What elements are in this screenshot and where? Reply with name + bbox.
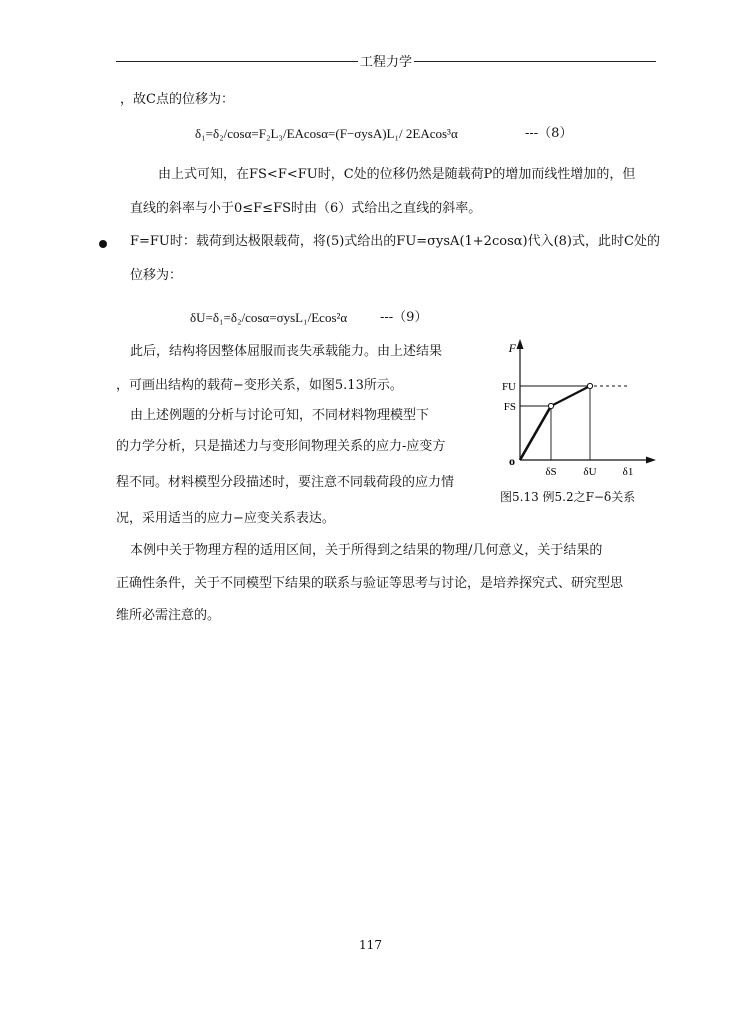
header-rule-left bbox=[116, 61, 358, 62]
fs-label: FS bbox=[503, 401, 516, 413]
paragraph-line: 本例中关于物理方程的适用区间，关于所得到之结果的物理/几何意义，关于结果的 bbox=[130, 543, 603, 558]
delta-s-label: δS bbox=[545, 466, 557, 478]
delta-axis-label: δ1 bbox=[622, 466, 634, 478]
yield-point-marker bbox=[548, 403, 553, 408]
paragraph-line: 况，采用适当的应力−应变关系表达。 bbox=[116, 511, 335, 526]
paragraph-line: 正确性条件，关于不同模型下结果的联系与验证等思考与讨论，是培养探究式、研究型思 bbox=[116, 576, 624, 591]
delta-u-label: δU bbox=[583, 466, 597, 478]
origin-label: o bbox=[509, 454, 515, 468]
x-axis-arrow-icon bbox=[646, 457, 656, 464]
y-axis-label: F bbox=[508, 341, 516, 355]
force-displacement-figure bbox=[500, 336, 670, 511]
bullet-line: 位移为： bbox=[130, 268, 183, 283]
bullet-line: F=FU时：载荷到达极限载荷，将(5)式给出的FU=σysA(1+2cosα)代入(8)式，此时C处的 bbox=[130, 234, 660, 249]
paragraph-line: 由上述例题的分析与讨论可知，不同材料物理模型下 bbox=[130, 408, 430, 423]
paragraph-line: 的力学分析，只是描述力与变形间物理关系的应力-应变方 bbox=[116, 439, 446, 454]
paragraph-line: 直线的斜率与小于0≤F≤FS时由（6）式给出之直线的斜率。 bbox=[130, 201, 482, 216]
ultimate-point-marker bbox=[587, 383, 592, 388]
figure-svg bbox=[500, 336, 670, 511]
elastic-segment bbox=[520, 406, 551, 460]
paragraph-line: 此后，结构将因整体屈服而丧失承载能力。由上述结果 bbox=[130, 344, 443, 359]
fu-label: FU bbox=[501, 381, 516, 393]
equation-9: δU=δ₁=δ₂/cosα=σysL₁/Ecos²α bbox=[190, 310, 348, 325]
hardening-segment bbox=[551, 386, 590, 406]
paragraph-line: ，可画出结构的载荷−变形关系，如图5.13所示。 bbox=[116, 378, 403, 393]
page-number: 117 bbox=[359, 938, 382, 952]
y-axis-arrow-icon bbox=[517, 339, 524, 349]
header-rule-right bbox=[414, 61, 656, 62]
equation-8-number: ---（8） bbox=[525, 126, 573, 141]
page-header bbox=[116, 50, 656, 70]
figure-caption: 图5.13 例5.2之F−δ关系 bbox=[500, 490, 636, 504]
equation-8: δ₁=δ₂/cosα=F₂L₃/EAcosα=(F−σysA)L₁/ 2EAcos³α bbox=[195, 126, 458, 141]
paragraph-line: 由上式可知，在FS<F<FU时，C处的位移仍然是随载荷P的增加而线性增加的，但 bbox=[158, 167, 636, 182]
paragraph-line: 维所必需注意的。 bbox=[116, 608, 221, 623]
header-title: 工程力学 bbox=[360, 54, 413, 70]
bullet-icon bbox=[99, 240, 107, 248]
text-line: ，故C点的位移为： bbox=[120, 92, 234, 107]
equation-9-number: ---（9） bbox=[380, 310, 428, 325]
paragraph-line: 程不同。材料模型分段描述时，要注意不同载荷段的应力情 bbox=[116, 475, 455, 490]
